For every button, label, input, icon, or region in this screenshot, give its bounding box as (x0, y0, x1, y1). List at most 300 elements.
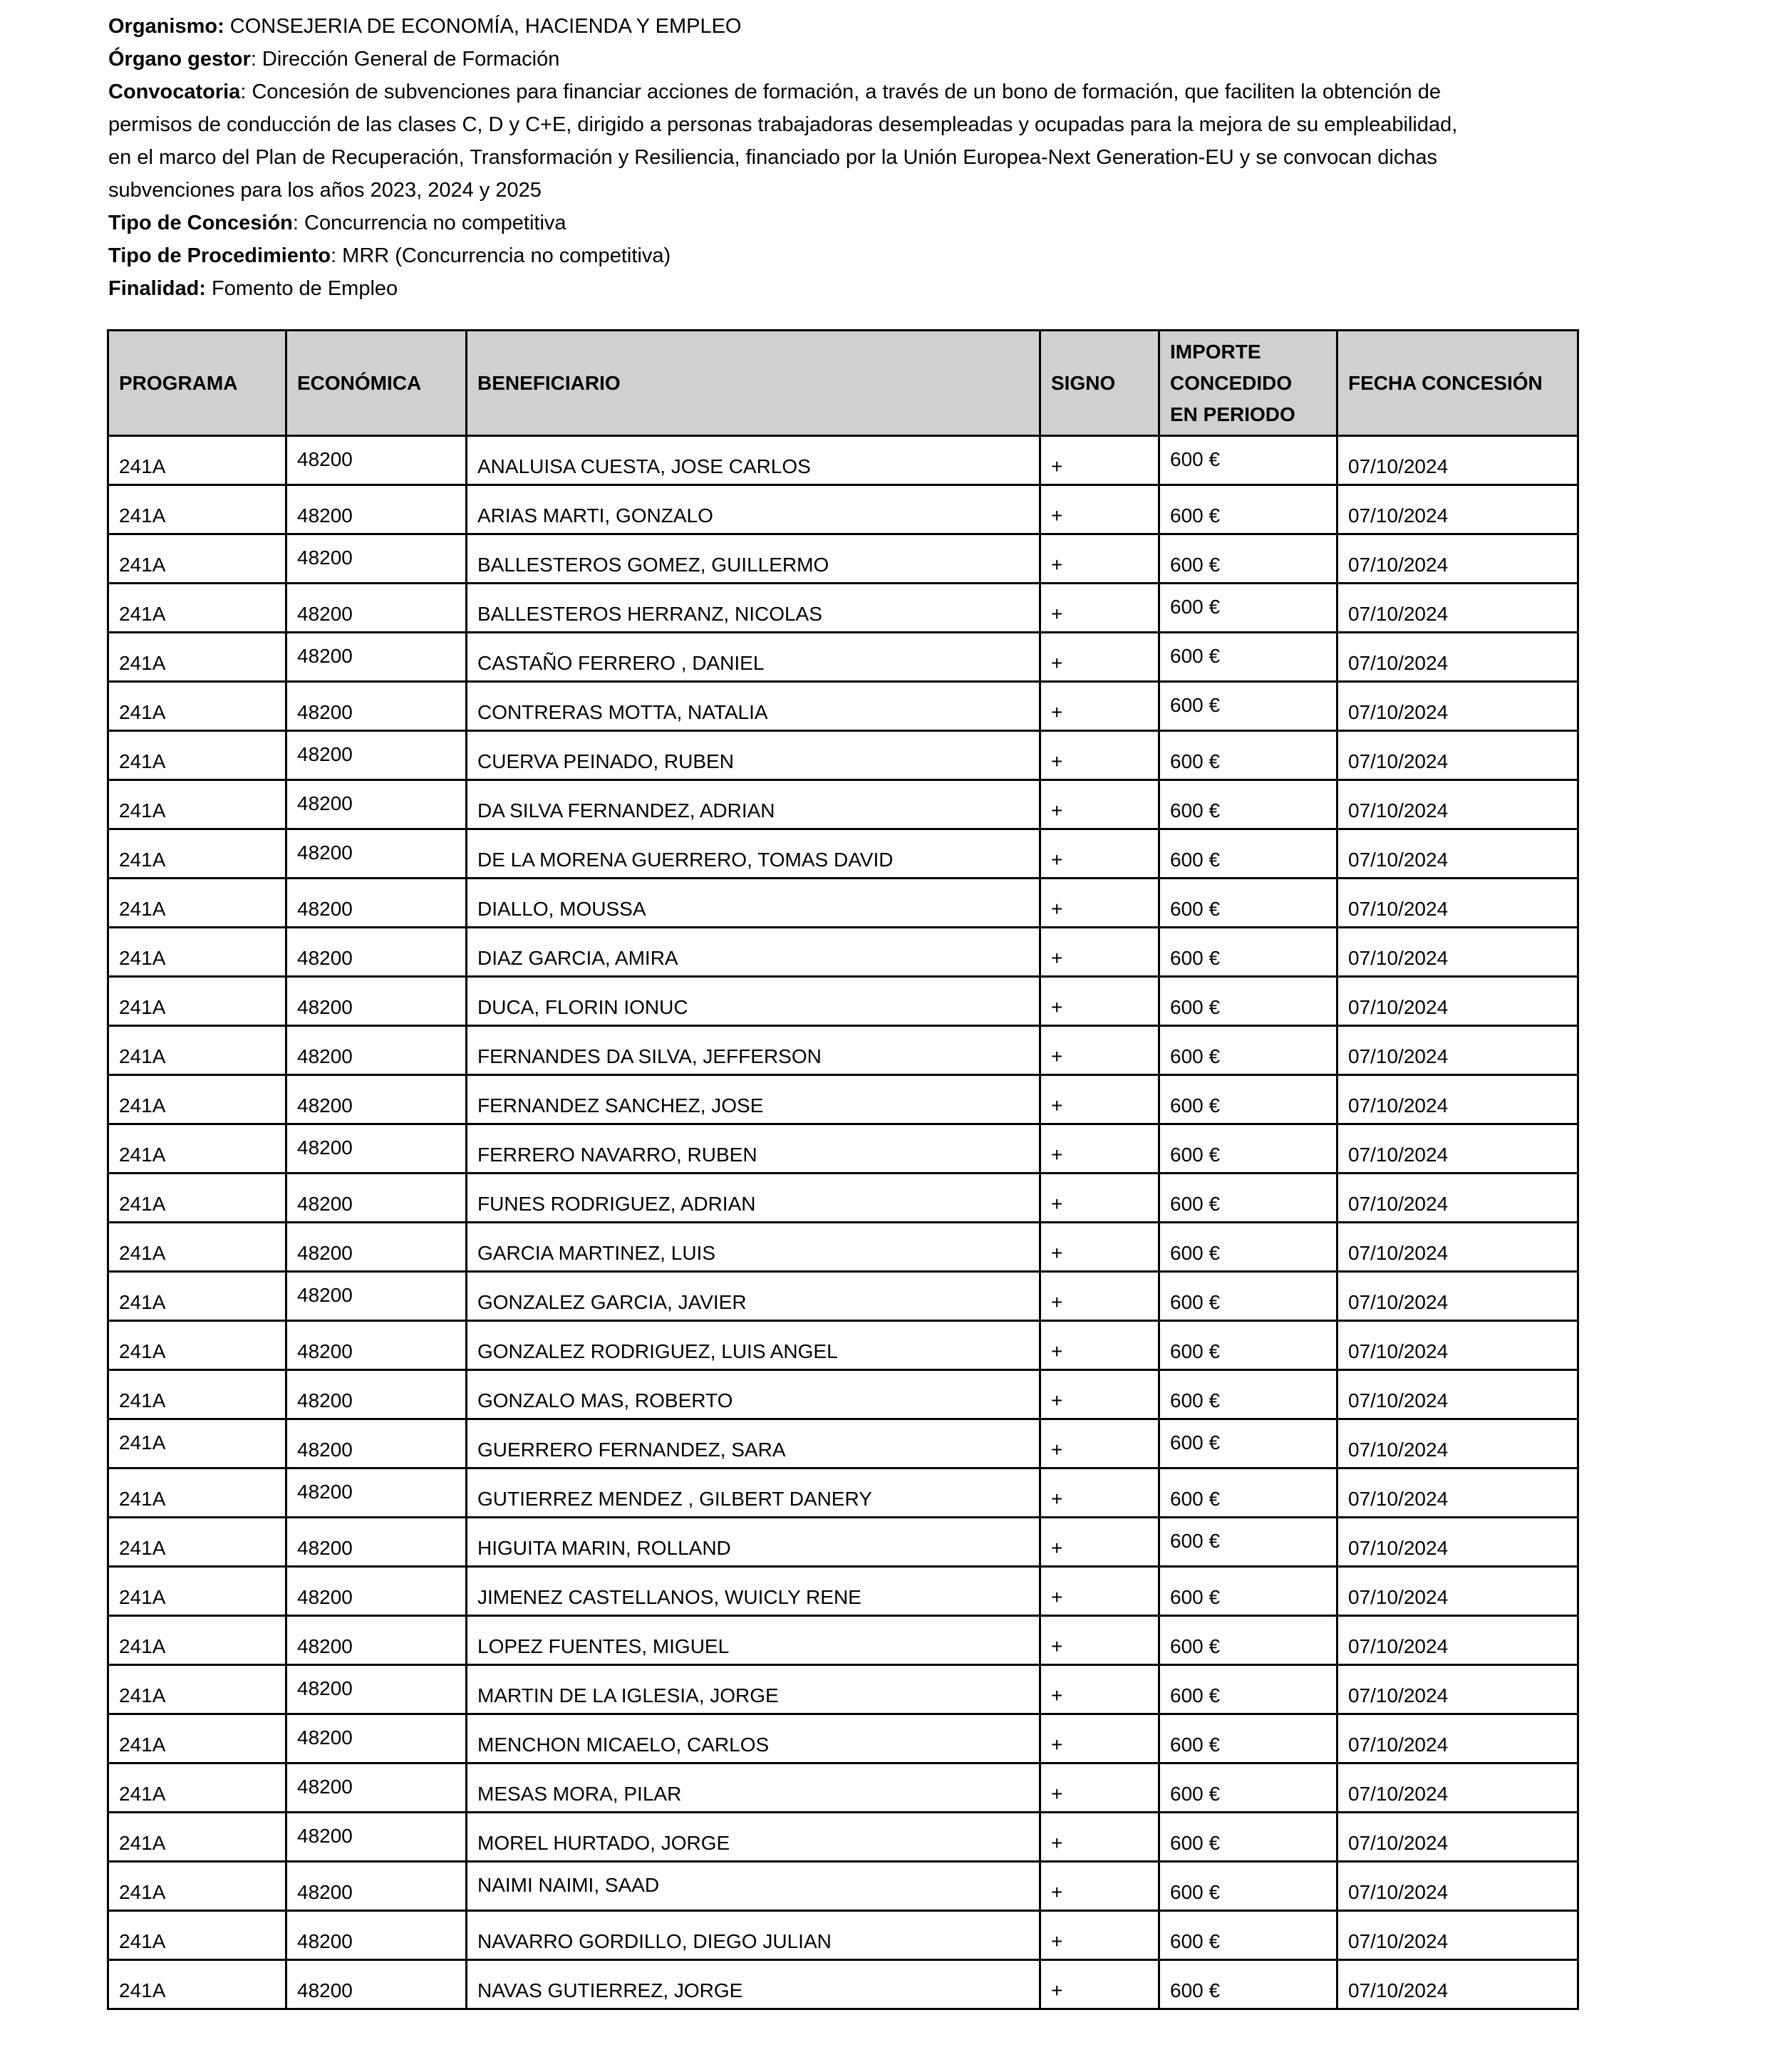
fecha-value: 07/10/2024 (1348, 1291, 1449, 1313)
fecha-value: 07/10/2024 (1348, 898, 1449, 920)
signo-value: + (1051, 1340, 1063, 1362)
table-row (108, 436, 1578, 485)
cell-fecha (1337, 1518, 1578, 1567)
cell-economica (286, 1272, 467, 1321)
cell-economica (286, 485, 467, 534)
cell-fecha (1337, 1763, 1578, 1813)
cell-importe (1159, 829, 1337, 879)
cell-beneficiario (467, 1075, 1040, 1124)
programa-value: 241A (119, 750, 166, 772)
economica-value: 48200 (297, 1726, 353, 1749)
cell-programa (108, 879, 286, 928)
cell-programa (108, 1026, 286, 1075)
cell-beneficiario (467, 1763, 1040, 1813)
signo-value: + (1051, 1832, 1063, 1854)
convocatoria-line-3: en el marco del Plan de Recuperación, Transformación y Resiliencia, financiado por la Unión Europea-Next Generation-EU y se convocan dichas (108, 146, 1438, 169)
cell-fecha (1337, 1468, 1578, 1518)
organismo-line (108, 10, 1690, 43)
beneficiario-value: HIGUITA MARIN, ROLLAND (477, 1537, 731, 1559)
importe-value: 600 € (1170, 1783, 1221, 1805)
cell-programa (108, 436, 286, 485)
programa-value: 241A (119, 1684, 166, 1706)
importe-value: 600 € (1170, 1094, 1221, 1117)
beneficiario-value: LOPEZ FUENTES, MIGUEL (477, 1635, 730, 1657)
cell-fecha (1337, 1174, 1578, 1223)
cell-fecha (1337, 780, 1578, 829)
cell-economica (286, 682, 467, 731)
cell-importe (1159, 731, 1337, 780)
table-row (108, 731, 1578, 780)
fecha-value: 07/10/2024 (1348, 1340, 1449, 1362)
economica-value: 48200 (297, 603, 353, 625)
programa-value: 241A (119, 603, 166, 625)
fecha-value: 07/10/2024 (1348, 1734, 1449, 1756)
importe-value: 600 € (1170, 898, 1221, 920)
cell-signo (1040, 1075, 1159, 1124)
programa-value: 241A (119, 1734, 166, 1756)
cell-programa (108, 1862, 286, 1911)
column-header-economica: ECONÓMICA (286, 331, 467, 436)
beneficiario-value: CUERVA PEINADO, RUBEN (477, 750, 734, 772)
cell-importe (1159, 1370, 1337, 1419)
cell-importe (1159, 584, 1337, 633)
importe-value: 600 € (1170, 504, 1221, 527)
programa-value: 241A (119, 652, 166, 674)
beneficiario-value: DA SILVA FERNANDEZ, ADRIAN (477, 799, 775, 822)
signo-value: + (1051, 1389, 1063, 1411)
cell-beneficiario (467, 1370, 1040, 1419)
cell-fecha (1337, 1862, 1578, 1911)
cell-importe (1159, 534, 1337, 584)
cell-beneficiario (467, 1911, 1040, 1960)
cell-signo (1040, 731, 1159, 780)
programa-value: 241A (119, 504, 166, 527)
cell-fecha (1337, 1272, 1578, 1321)
cell-signo (1040, 584, 1159, 633)
economica-value: 48200 (297, 701, 353, 723)
convocatoria-label: Convocatoria (108, 81, 241, 103)
signo-value: + (1051, 1979, 1063, 2001)
economica-value: 48200 (297, 792, 353, 814)
table-row (108, 1468, 1578, 1518)
cell-signo (1040, 1616, 1159, 1665)
cell-importe (1159, 1174, 1337, 1223)
programa-value: 241A (119, 1537, 166, 1559)
signo-value: + (1051, 898, 1063, 920)
importe-value: 600 € (1170, 1734, 1221, 1756)
programa-value: 241A (119, 1930, 166, 1952)
economica-value: 48200 (297, 1439, 353, 1461)
economica-value: 48200 (297, 1930, 353, 1952)
importe-value: 600 € (1170, 1586, 1221, 1608)
cell-economica (286, 1911, 467, 1960)
beneficiario-value: GONZALO MAS, ROBERTO (477, 1389, 733, 1411)
table-row (108, 928, 1578, 977)
cell-importe (1159, 1813, 1337, 1862)
cell-economica (286, 1960, 467, 2009)
fecha-value: 07/10/2024 (1348, 1635, 1449, 1657)
cell-economica (286, 1763, 467, 1813)
beneficiario-value: CASTAÑO FERRERO , DANIEL (477, 652, 765, 674)
economica-value: 48200 (297, 1586, 353, 1608)
organo-gestor-value: : Dirección General de Formación (250, 48, 560, 71)
cell-signo (1040, 928, 1159, 977)
cell-fecha (1337, 534, 1578, 584)
economica-value: 48200 (297, 1635, 353, 1657)
cell-programa (108, 682, 286, 731)
cell-signo (1040, 534, 1159, 584)
importe-value: 600 € (1170, 1930, 1221, 1952)
cell-importe (1159, 1665, 1337, 1714)
cell-economica (286, 1616, 467, 1665)
cell-importe (1159, 1763, 1337, 1813)
cell-signo (1040, 1960, 1159, 2009)
cell-fecha (1337, 436, 1578, 485)
table-row (108, 534, 1578, 584)
importe-value: 600 € (1170, 694, 1221, 716)
cell-importe (1159, 1862, 1337, 1911)
tipo-concesion-value: : Concurrencia no competitiva (292, 212, 566, 234)
programa-value: 241A (119, 1340, 166, 1362)
programa-value: 241A (119, 1783, 166, 1805)
beneficiario-value: FERNANDES DA SILVA, JEFFERSON (477, 1045, 822, 1067)
cell-fecha (1337, 1419, 1578, 1468)
cell-beneficiario (467, 633, 1040, 682)
fecha-value: 07/10/2024 (1348, 1094, 1449, 1117)
economica-value: 48200 (297, 1481, 353, 1503)
signo-value: + (1051, 701, 1063, 723)
signo-value: + (1051, 996, 1063, 1018)
organo-gestor-label: Órgano gestor (108, 48, 251, 71)
convocatoria-line-4: subvenciones para los años 2023, 2024 y 2025 (108, 179, 542, 202)
cell-fecha (1337, 829, 1578, 879)
cell-programa (108, 1616, 286, 1665)
cell-economica (286, 1665, 467, 1714)
cell-programa (108, 1124, 286, 1174)
importe-header-line-3: EN PERIODO (1170, 403, 1295, 425)
importe-value: 600 € (1170, 1291, 1221, 1313)
cell-importe (1159, 682, 1337, 731)
programa-value: 241A (119, 1832, 166, 1854)
cell-programa (108, 1075, 286, 1124)
beneficiario-value: MESAS MORA, PILAR (477, 1783, 682, 1805)
cell-signo (1040, 1174, 1159, 1223)
cell-importe (1159, 1272, 1337, 1321)
cell-importe (1159, 1223, 1337, 1272)
table-row (108, 682, 1578, 731)
cell-economica (286, 1419, 467, 1468)
cell-beneficiario (467, 1272, 1040, 1321)
beneficiario-value: BALLESTEROS GOMEZ, GUILLERMO (477, 554, 829, 576)
table-row (108, 977, 1578, 1026)
importe-value: 600 € (1170, 645, 1221, 667)
cell-importe (1159, 1911, 1337, 1960)
economica-value: 48200 (297, 841, 353, 864)
cell-importe (1159, 1468, 1337, 1518)
cell-importe (1159, 1075, 1337, 1124)
cell-beneficiario (467, 1960, 1040, 2009)
cell-programa (108, 1665, 286, 1714)
fecha-value: 07/10/2024 (1348, 1881, 1449, 1903)
fecha-value: 07/10/2024 (1348, 603, 1449, 625)
fecha-value: 07/10/2024 (1348, 652, 1449, 674)
cell-programa (108, 1174, 286, 1223)
cell-beneficiario (467, 584, 1040, 633)
economica-value: 48200 (297, 1776, 353, 1798)
column-header-fecha: FECHA CONCESIÓN (1337, 331, 1578, 436)
table-row (108, 633, 1578, 682)
cell-programa (108, 534, 286, 584)
importe-value: 600 € (1170, 1431, 1221, 1454)
fecha-value: 07/10/2024 (1348, 1193, 1449, 1215)
programa-value: 241A (119, 554, 166, 576)
signo-value: + (1051, 455, 1063, 477)
table-row (108, 879, 1578, 928)
organismo-value: CONSEJERIA DE ECONOMÍA, HACIENDA Y EMPLEO (224, 15, 742, 38)
cell-signo (1040, 1763, 1159, 1813)
beneficiario-value: DE LA MORENA GUERRERO, TOMAS DAVID (477, 849, 894, 871)
cell-programa (108, 1763, 286, 1813)
cell-fecha (1337, 977, 1578, 1026)
table-row (108, 1813, 1578, 1862)
cell-fecha (1337, 1960, 1578, 2009)
cell-importe (1159, 1960, 1337, 2009)
cell-beneficiario (467, 682, 1040, 731)
programa-value: 241A (119, 455, 166, 477)
table-header-row (108, 331, 1578, 436)
beneficiario-value: NAVAS GUTIERREZ, JORGE (477, 1979, 743, 2001)
cell-signo (1040, 829, 1159, 879)
beneficiario-value: MOREL HURTADO, JORGE (477, 1832, 730, 1854)
fecha-value: 07/10/2024 (1348, 1979, 1449, 2001)
table-row (108, 1223, 1578, 1272)
economica-value: 48200 (297, 743, 353, 765)
cell-fecha (1337, 1616, 1578, 1665)
cell-programa (108, 633, 286, 682)
table-row (108, 1665, 1578, 1714)
importe-value: 600 € (1170, 1832, 1221, 1854)
cell-signo (1040, 1567, 1159, 1616)
cell-fecha (1337, 1665, 1578, 1714)
economica-value: 48200 (297, 1825, 353, 1847)
cell-importe (1159, 1321, 1337, 1370)
fecha-value: 07/10/2024 (1348, 849, 1449, 871)
economica-value: 48200 (297, 1094, 353, 1117)
beneficiario-value: FERNANDEZ SANCHEZ, JOSE (477, 1094, 764, 1117)
cell-beneficiario (467, 534, 1040, 584)
programa-value: 241A (119, 1881, 166, 1903)
cell-signo (1040, 1862, 1159, 1911)
cell-fecha (1337, 1124, 1578, 1174)
cell-economica (286, 1124, 467, 1174)
cell-fecha (1337, 1714, 1578, 1763)
cell-fecha (1337, 1321, 1578, 1370)
fecha-value: 07/10/2024 (1348, 1586, 1449, 1608)
cell-signo (1040, 1321, 1159, 1370)
beneficiario-value: GARCIA MARTINEZ, LUIS (477, 1242, 715, 1264)
table-row (108, 1174, 1578, 1223)
cell-signo (1040, 977, 1159, 1026)
cell-fecha (1337, 485, 1578, 534)
table-row (108, 1419, 1578, 1468)
cell-programa (108, 1567, 286, 1616)
signo-value: + (1051, 1881, 1063, 1903)
fecha-value: 07/10/2024 (1348, 504, 1449, 527)
fecha-value: 07/10/2024 (1348, 1537, 1449, 1559)
signo-value: + (1051, 1045, 1063, 1067)
cell-importe (1159, 485, 1337, 534)
fecha-value: 07/10/2024 (1348, 1389, 1449, 1411)
fecha-value: 07/10/2024 (1348, 701, 1449, 723)
cell-importe (1159, 1518, 1337, 1567)
finalidad-label: Finalidad: (108, 277, 206, 300)
cell-signo (1040, 485, 1159, 534)
tipo-concesion-label: Tipo de Concesión (108, 212, 293, 234)
document-header (108, 10, 1690, 305)
programa-value: 241A (119, 1488, 166, 1510)
programa-value: 241A (119, 1586, 166, 1608)
cell-economica (286, 534, 467, 584)
signo-value: + (1051, 1439, 1063, 1461)
cell-programa (108, 1223, 286, 1272)
beneficiario-value: GONZALEZ RODRIGUEZ, LUIS ANGEL (477, 1340, 838, 1362)
cell-fecha (1337, 1911, 1578, 1960)
cell-programa (108, 829, 286, 879)
cell-programa (108, 1911, 286, 1960)
beneficiario-value: ANALUISA CUESTA, JOSE CARLOS (477, 455, 811, 477)
cell-fecha (1337, 879, 1578, 928)
table-row (108, 1518, 1578, 1567)
cell-beneficiario (467, 879, 1040, 928)
cell-economica (286, 436, 467, 485)
cell-signo (1040, 1665, 1159, 1714)
signo-value: + (1051, 554, 1063, 576)
cell-beneficiario (467, 1321, 1040, 1370)
cell-signo (1040, 780, 1159, 829)
tipo-procedimiento-line (108, 239, 1690, 272)
column-header-signo: SIGNO (1040, 331, 1159, 436)
cell-beneficiario (467, 436, 1040, 485)
beneficiario-value: CONTRERAS MOTTA, NATALIA (477, 701, 768, 723)
fecha-value: 07/10/2024 (1348, 554, 1449, 576)
cell-beneficiario (467, 731, 1040, 780)
fecha-value: 07/10/2024 (1348, 750, 1449, 772)
economica-value: 48200 (297, 448, 353, 470)
cell-economica (286, 1223, 467, 1272)
table-body (108, 436, 1578, 2009)
cell-economica (286, 1714, 467, 1763)
cell-signo (1040, 1468, 1159, 1518)
fecha-value: 07/10/2024 (1348, 947, 1449, 969)
cell-beneficiario (467, 1419, 1040, 1468)
importe-value: 600 € (1170, 1488, 1221, 1510)
cell-programa (108, 977, 286, 1026)
cell-economica (286, 977, 467, 1026)
cell-beneficiario (467, 928, 1040, 977)
cell-economica (286, 1174, 467, 1223)
economica-value: 48200 (297, 504, 353, 527)
cell-beneficiario (467, 1616, 1040, 1665)
programa-value: 241A (119, 701, 166, 723)
fecha-value: 07/10/2024 (1348, 1488, 1449, 1510)
importe-value: 600 € (1170, 1530, 1221, 1552)
cell-importe (1159, 633, 1337, 682)
beneficiario-value: MENCHON MICAELO, CARLOS (477, 1734, 770, 1756)
beneficiario-value: DUCA, FLORIN IONUC (477, 996, 688, 1018)
cell-signo (1040, 1911, 1159, 1960)
cell-economica (286, 879, 467, 928)
signo-value: + (1051, 652, 1063, 674)
table-row (108, 1321, 1578, 1370)
cell-beneficiario (467, 1223, 1040, 1272)
programa-value: 241A (119, 996, 166, 1018)
cell-economica (286, 1370, 467, 1419)
importe-value: 600 € (1170, 750, 1221, 772)
importe-value: 600 € (1170, 554, 1221, 576)
cell-economica (286, 1026, 467, 1075)
economica-value: 48200 (297, 1537, 353, 1559)
cell-programa (108, 1370, 286, 1419)
tipo-procedimiento-value: : MRR (Concurrencia no competitiva) (331, 244, 671, 267)
cell-beneficiario (467, 485, 1040, 534)
signo-value: + (1051, 1930, 1063, 1952)
cell-beneficiario (467, 1468, 1040, 1518)
cell-programa (108, 485, 286, 534)
cell-beneficiario (467, 1862, 1040, 1911)
finalidad-line (108, 272, 1690, 305)
economica-value: 48200 (297, 996, 353, 1018)
cell-beneficiario (467, 1665, 1040, 1714)
cell-beneficiario (467, 1567, 1040, 1616)
cell-economica (286, 1468, 467, 1518)
cell-fecha (1337, 584, 1578, 633)
programa-value: 241A (119, 1242, 166, 1264)
signo-value: + (1051, 947, 1063, 969)
table-row (108, 1960, 1578, 2009)
programa-value: 241A (119, 1094, 166, 1117)
cell-programa (108, 780, 286, 829)
table-row (108, 1075, 1578, 1124)
economica-value: 48200 (297, 547, 353, 569)
signo-value: + (1051, 1291, 1063, 1313)
cell-economica (286, 731, 467, 780)
fecha-value: 07/10/2024 (1348, 1684, 1449, 1706)
economica-value: 48200 (297, 1193, 353, 1215)
cell-fecha (1337, 1567, 1578, 1616)
beneficiario-value: GUTIERREZ MENDEZ , GILBERT DANERY (477, 1488, 872, 1510)
cell-economica (286, 1321, 467, 1370)
economica-value: 48200 (297, 1284, 353, 1306)
cell-beneficiario (467, 1518, 1040, 1567)
economica-value: 48200 (297, 947, 353, 969)
importe-value: 600 € (1170, 1193, 1221, 1215)
cell-beneficiario (467, 1714, 1040, 1763)
column-header-beneficiario: BENEFICIARIO (467, 331, 1040, 436)
cell-economica (286, 1075, 467, 1124)
cell-beneficiario (467, 1124, 1040, 1174)
cell-programa (108, 1419, 286, 1468)
convocatoria-text-1: : Concesión de subvenciones para financiar acciones de formación, a través de un bono de formación, que faciliten la obtención de (240, 81, 1441, 103)
importe-value: 600 € (1170, 996, 1221, 1018)
beneficiario-value: DIAZ GARCIA, AMIRA (477, 947, 678, 969)
signo-value: + (1051, 1635, 1063, 1657)
beneficiario-value: ARIAS MARTI, GONZALO (477, 504, 713, 527)
importe-value: 600 € (1170, 1979, 1221, 2001)
programa-value: 241A (119, 898, 166, 920)
cell-programa (108, 731, 286, 780)
economica-value: 48200 (297, 1677, 353, 1699)
cell-importe (1159, 1026, 1337, 1075)
